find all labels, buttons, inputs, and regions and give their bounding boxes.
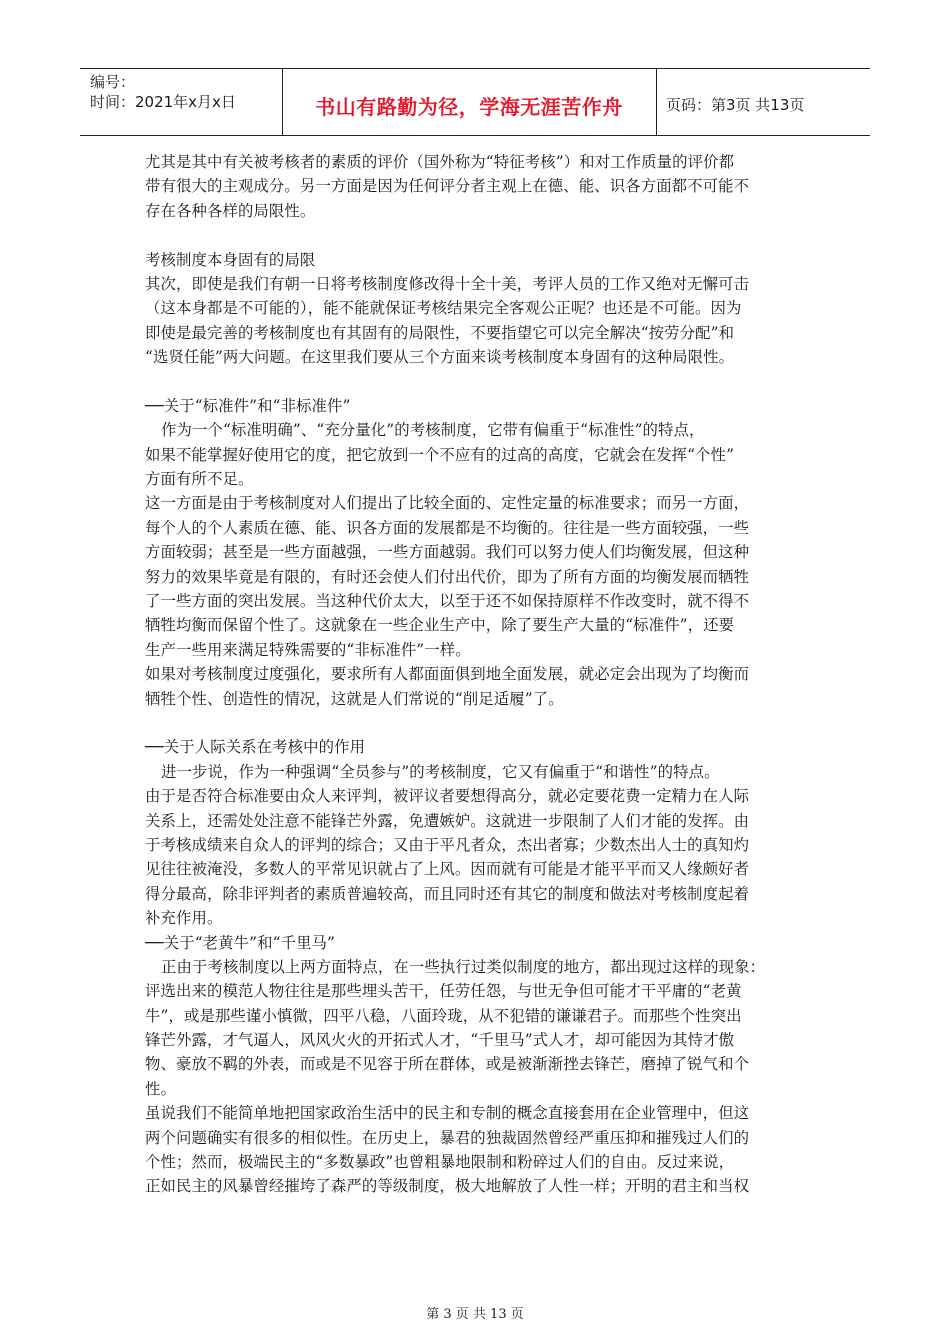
- page-header: [80, 68, 870, 136]
- text-line: 于考核成绩来自众人的评判的综合；又由于平凡者众，杰出者寡；少数杰出人士的真知灼: [145, 835, 750, 854]
- text-line: 牺牲个性、创造性的情况，这就是人们常说的“削足适履”了。: [145, 689, 564, 708]
- text-line: 存在各种各样的局限性。: [145, 201, 316, 220]
- text-line: 补充作用。: [145, 909, 223, 928]
- text-line: 两个问题确实有很多的相似性。在历史上，暴君的独裁固然曾经严重压抑和摧残过人们的: [145, 1128, 750, 1147]
- page-footer: 第 3 页 共 13 页: [426, 1307, 524, 1322]
- text-line: 性。: [145, 1079, 176, 1098]
- text-line: 考核制度本身固有的局限: [145, 250, 316, 269]
- text-line: 进一步说，作为一种强调“全员参与”的考核制度，它又有偏重于“和谐性”的特点。: [161, 762, 720, 781]
- text-line: 即使是最完善的考核制度也有其固有的局限性，不要指望它可以完全解决“按劳分配”和: [145, 323, 735, 342]
- header-motto: 书山有路勤为径，学海无涯苦作舟: [315, 95, 623, 119]
- text-line: ──关于人际关系在考核中的作用: [145, 738, 366, 757]
- text-line: 努力的效果毕竟是有限的，有时还会使人们付出代价，即为了所有方面的均衡发展而牺牲: [145, 567, 750, 586]
- text-line: ──关于“标准件”和“非标准件”: [145, 396, 351, 415]
- document-body: [145, 150, 815, 1199]
- doc-number-label: 编号：: [90, 73, 136, 91]
- text-line: 见往往被淹没，多数人的平常见识就占了上风。因而就有可能是才能平平而又人缘颇好者: [145, 860, 750, 879]
- text-line: 牛”，或是那些谨小慎微，四平八稳，八面玲珑，从不犯错的谦谦君子。而那些个性突出: [145, 1006, 742, 1025]
- text-line: 其次，即使是我们有朝一日将考核制度修改得十全十美，考评人员的工作又绝对无懈可击: [145, 274, 750, 293]
- text-line: 每个人的个人素质在德、能、识各方面的发展都是不均衡的。往往是一些方面较强，一些: [145, 518, 750, 537]
- text-line: 带有很大的主观成分。另一方面是因为任何评分者主观上在德、能、识各方面都不可能不: [145, 177, 750, 196]
- text-line: “选贤任能”两大问题。在这里我们要从三个方面来谈考核制度本身固有的这种局限性。: [145, 348, 735, 367]
- text-line: 个性；然而，极端民主的“多数暴政”也曾粗暴地限制和粉碎过人们的自由。反过来说，: [145, 1153, 735, 1172]
- text-line: 作为一个“标准明确”、“充分量化”的考核制度，它带有偏重于“标准性”的特点，: [161, 421, 705, 440]
- text-line: 关系上，还需处处注意不能锋芒外露，免遭嫉妒。这就进一步限制了人们才能的发挥。由: [145, 811, 750, 830]
- text-line: 方面有所不足。: [145, 470, 254, 489]
- header-page-cell: [656, 69, 870, 135]
- text-line: 尤其是其中有关被考核者的素质的评价（国外称为“特征考核”）和对工作质量的评价都: [145, 153, 735, 171]
- text-line: 物、豪放不羁的外表，而或是不见容于所在群体，或是被渐渐挫去锋芒，磨掉了锐气和个: [145, 1055, 750, 1074]
- text-line: （这本身都是不可能的），能不能就保证考核结果完全客观公正呢？也还是不可能。因为: [145, 299, 742, 318]
- doc-time-label: 时间：2021年x月x日: [90, 93, 236, 111]
- text-line: 评选出来的模范人物往往是那些埋头苦干，任劳任怨，与世无争但可能才干平庸的“老黄: [145, 982, 742, 1001]
- text-line: 方面较弱；甚至是一些方面越强，一些方面越弱。我们可以努力使人们均衡发展，但这种: [145, 543, 750, 562]
- header-motto-cell: [282, 69, 657, 135]
- text-line: 如果对考核制度过度强化，要求所有人都面面俱到地全面发展，就必定会出现为了均衡而: [145, 665, 750, 684]
- text-line: 如果不能掌握好使用它的度，把它放到一个不应有的过高的高度，它就会在发挥“个性”: [145, 445, 735, 464]
- header-page-info: 页码：第3页 共13页: [666, 96, 805, 114]
- blank-line: [145, 711, 815, 735]
- text-line: 牺牲均衡而保留个性了。这就象在一些企业生产中，除了要生产大量的“标准件”，还要: [145, 616, 735, 635]
- text-line: 了一些方面的突出发展。当这种代价太大，以至于还不如保持原样不作改变时，就不得不: [145, 592, 750, 611]
- text-line: ──关于“老黄牛”和“千里马”: [145, 933, 336, 952]
- header-meta-cell: [80, 69, 283, 135]
- blank-line: [145, 370, 815, 394]
- text-line: 正由于考核制度以上两方面特点，在一些执行过类似制度的地方，都出现过这样的现象：: [161, 957, 766, 976]
- text-line: 虽说我们不能简单地把国家政治生活中的民主和专制的概念直接套用在企业管理中，但这: [145, 1104, 750, 1123]
- text-line: 这一方面是由于考核制度对人们提出了比较全面的、定性定量的标准要求；而另一方面，: [145, 494, 750, 513]
- text-line: 得分最高，除非评判者的素质普遍较高，而且同时还有其它的制度和做法对考核制度起着: [145, 884, 750, 903]
- blank-line: [145, 223, 815, 247]
- text-line: 由于是否符合标准要由众人来评判，被评议者要想得高分，就必定要花费一定精力在人际: [145, 787, 750, 806]
- text-line: 正如民主的风暴曾经摧垮了森严的等级制度，极大地解放了人性一样；开明的君主和当权: [145, 1177, 750, 1196]
- text-line: 生产一些用来满足特殊需要的“非标准件”一样。: [145, 640, 471, 659]
- text-line: 锋芒外露，才气逼人，风风火火的开拓式人才，“千里马”式人才，却可能因为其恃才傲: [145, 1031, 735, 1050]
